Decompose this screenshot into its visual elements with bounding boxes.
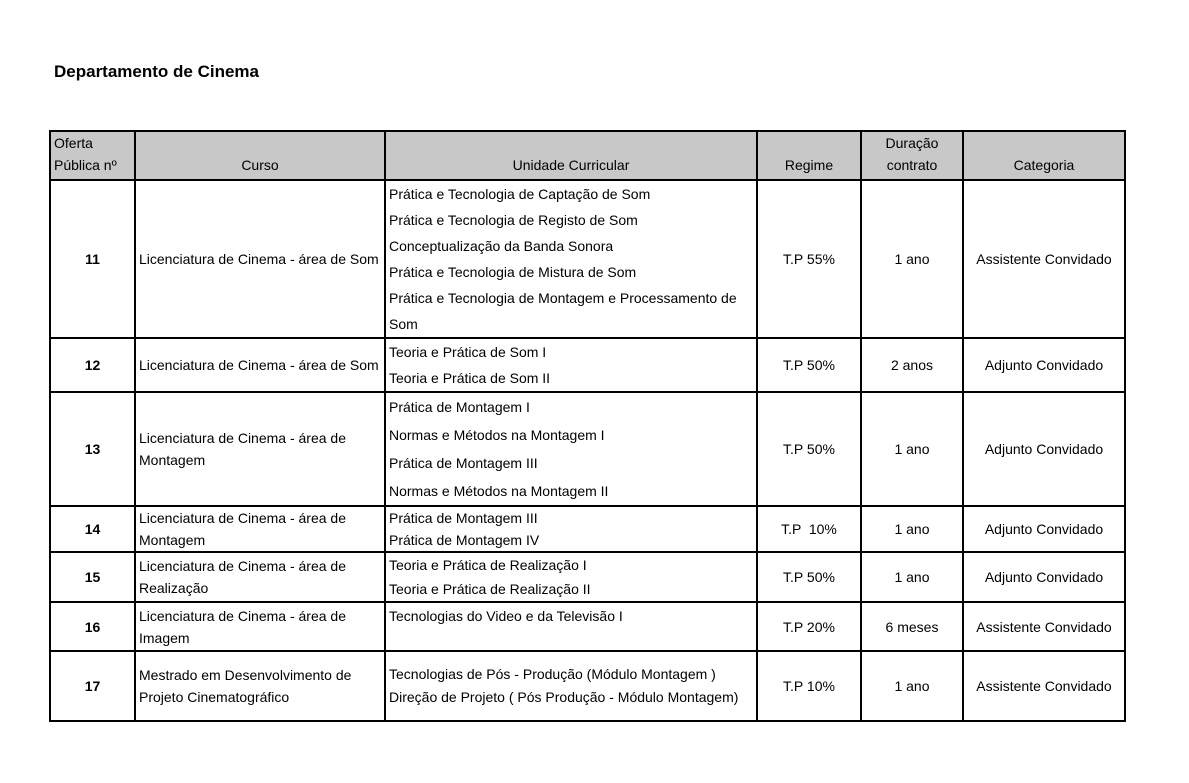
- oferta-number: 13: [50, 392, 135, 506]
- duracao-cell: 1 ano: [861, 392, 963, 506]
- regime-cell: T.P 10%: [757, 506, 861, 552]
- duracao-cell: 1 ano: [861, 651, 963, 721]
- oferta-number: 15: [50, 552, 135, 602]
- unidade-item: Tecnologias de Pós - Produção (Módulo Montagem ): [389, 666, 716, 682]
- unidade-item: Teoria e Prática de Realização I: [389, 557, 587, 573]
- unidade-item: Normas e Métodos na Montagem II: [389, 483, 609, 499]
- categoria-cell: Assistente Convidado: [963, 602, 1125, 651]
- table-row: [50, 180, 1125, 338]
- oferta-number: 17: [50, 651, 135, 721]
- duracao-cell: 1 ano: [861, 180, 963, 338]
- unidade-item: Direção de Projeto ( Pós Produção - Módulo Montagem): [389, 689, 739, 705]
- curso-cell: Mestrado em Desenvolvimento de Projeto Cinematográfico: [135, 651, 385, 721]
- table-row: [50, 602, 1125, 651]
- regime-cell: T.P 55%: [757, 180, 861, 338]
- unidade-item: Prática de Montagem III: [389, 455, 538, 471]
- unidade-item: Teoria e Prática de Som I: [389, 344, 547, 360]
- header-duracao: Duração contrato: [861, 131, 963, 180]
- oferta-number: 11: [50, 180, 135, 338]
- categoria-cell: Adjunto Convidado: [963, 552, 1125, 602]
- unidade-item: Tecnologias do Video e da Televisão I: [389, 608, 623, 624]
- table-row: [50, 552, 1125, 602]
- unidade-item: Teoria e Prática de Realização II: [389, 581, 591, 597]
- header-row: [50, 131, 1125, 180]
- unidade-curricular-cell: [385, 602, 757, 651]
- unidade-item: Teoria e Prática de Som II: [389, 370, 551, 386]
- oferta-number: 14: [50, 506, 135, 552]
- header-oferta: Oferta Pública nº: [50, 131, 135, 180]
- oferta-number: 12: [50, 338, 135, 392]
- unidade-item: Prática e Tecnologia de Montagem e Processamento de Som: [389, 290, 737, 332]
- regime-cell: T.P 50%: [757, 338, 861, 392]
- categoria-cell: Assistente Convidado: [963, 180, 1125, 338]
- curso-cell: Licenciatura de Cinema - área de Som: [135, 338, 385, 392]
- unidade-item: Conceptualização da Banda Sonora: [389, 238, 614, 254]
- offers-table: [49, 130, 1126, 722]
- header-regime: Regime: [757, 131, 861, 180]
- regime-cell: T.P 50%: [757, 392, 861, 506]
- regime-cell: T.P 50%: [757, 552, 861, 602]
- curso-cell: Licenciatura de Cinema - área de Som: [135, 180, 385, 338]
- header-unidade-curricular: Unidade Curricular: [385, 131, 757, 180]
- duracao-cell: 1 ano: [861, 552, 963, 602]
- curso-cell: Licenciatura de Cinema - área de Imagem: [135, 602, 385, 651]
- curso-cell: Licenciatura de Cinema - área de Montagem: [135, 506, 385, 552]
- curso-cell: Licenciatura de Cinema - área de Montagem: [135, 392, 385, 506]
- duracao-cell: 1 ano: [861, 506, 963, 552]
- categoria-cell: Adjunto Convidado: [963, 506, 1125, 552]
- header-curso: Curso: [135, 131, 385, 180]
- unidade-item: Prática e Tecnologia de Mistura de Som: [389, 264, 637, 280]
- page-title: Departamento de Cinema: [54, 62, 259, 81]
- table-row: [50, 651, 1125, 721]
- unidade-item: Prática e Tecnologia de Registo de Som: [389, 212, 638, 228]
- header-categoria: Categoria: [963, 131, 1125, 180]
- unidade-item: Prática de Montagem III: [389, 510, 538, 526]
- oferta-number: 16: [50, 602, 135, 651]
- unidade-item: Prática de Montagem IV: [389, 532, 540, 548]
- table-row: [50, 338, 1125, 392]
- unidade-curricular-cell: [385, 651, 757, 721]
- unidade-item: Normas e Métodos na Montagem I: [389, 427, 605, 443]
- unidade-curricular-cell: [385, 338, 757, 392]
- unidade-item: Prática de Montagem I: [389, 399, 530, 415]
- unidade-curricular-cell: [385, 180, 757, 338]
- duracao-cell: 6 meses: [861, 602, 963, 651]
- categoria-cell: Adjunto Convidado: [963, 338, 1125, 392]
- table-row: [50, 392, 1125, 506]
- unidade-curricular-cell: [385, 552, 757, 602]
- categoria-cell: Adjunto Convidado: [963, 392, 1125, 506]
- regime-cell: T.P 10%: [757, 651, 861, 721]
- duracao-cell: 2 anos: [861, 338, 963, 392]
- curso-cell: Licenciatura de Cinema - área de Realização: [135, 552, 385, 602]
- unidade-curricular-cell: [385, 506, 757, 552]
- table-row: [50, 506, 1125, 552]
- categoria-cell: Assistente Convidado: [963, 651, 1125, 721]
- regime-cell: T.P 20%: [757, 602, 861, 651]
- unidade-curricular-cell: [385, 392, 757, 506]
- unidade-item: Prática e Tecnologia de Captação de Som: [389, 186, 651, 202]
